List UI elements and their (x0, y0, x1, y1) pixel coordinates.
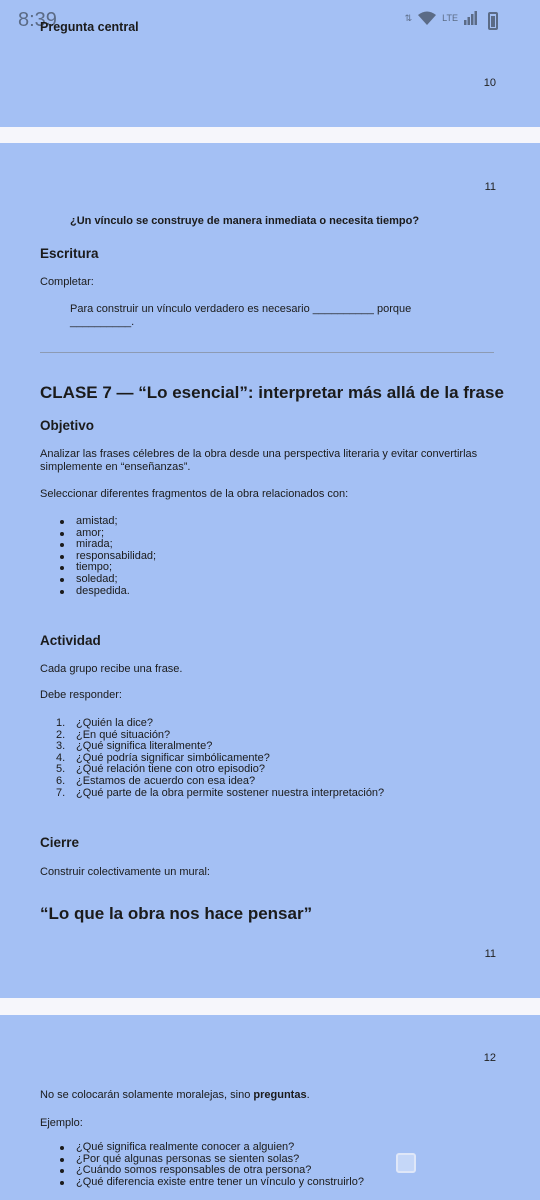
list-item: mirada; (76, 539, 156, 551)
page-number: 10 (483, 77, 496, 89)
network-type-label: LTE (442, 13, 458, 23)
list-item: ¿Qué significa realmente conocer a alguien? (76, 1142, 364, 1154)
list-item: amistad; (76, 516, 156, 528)
list-item: 5. ¿Qué relación tiene con otro episodio? (56, 763, 265, 776)
example-label: Ejemplo: (40, 1117, 83, 1129)
closing-text: Construir colectivamente un mural: (40, 866, 210, 878)
central-question: ¿Un vínculo se construye de manera inmediata o necesita tiempo? (70, 215, 420, 227)
page-number: 11 (484, 948, 496, 960)
activity-text: Cada grupo recibe una frase. (40, 663, 183, 675)
list-item: soledad; (76, 574, 156, 586)
list-item: responsabilidad; (76, 549, 157, 562)
select-text: Seleccionar diferentes fragmentos de la obra relacionados con: (40, 488, 349, 500)
page-gap (0, 127, 540, 143)
section-divider (40, 352, 494, 353)
status-time: 8:39 (18, 9, 57, 31)
battery-icon (488, 12, 498, 30)
list-item: tiempo; (76, 562, 156, 574)
list-item: 4. ¿Qué podría significar simbólicamente? (56, 751, 270, 764)
list-item: 1. ¿Quién la dice? (56, 717, 154, 729)
list-item: 7. ¿Qué parte de la obra permite sostener nuestra interpretación? (56, 786, 385, 799)
page-gap (0, 998, 540, 1015)
objective-heading: Objetivo (40, 418, 95, 433)
overview-button[interactable] (396, 1153, 416, 1173)
page-number: 11 (484, 181, 496, 193)
class-title: CLASE 7 — “Lo esencial”: interpretar más allá de la frase (40, 383, 504, 402)
topics-list (76, 516, 156, 597)
signal-icon (464, 11, 478, 25)
complete-label: Completar: (40, 276, 94, 288)
list-item: ¿Por qué algunas personas se sienten solas? (76, 1154, 364, 1166)
page-header-title: Pregunta central (40, 20, 139, 34)
activity-heading: Actividad (40, 633, 101, 648)
status-icons (405, 11, 500, 25)
mural-title: “Lo que la obra nos hace pensar” (40, 904, 313, 923)
closing-heading: Cierre (40, 835, 80, 850)
writing-heading: Escritura (40, 246, 99, 261)
data-arrows-icon: ⇅ (404, 13, 413, 23)
list-item: despedida. (76, 586, 156, 598)
page-number: 12 (483, 1052, 496, 1064)
list-item: ¿Cuándo somos responsables de otra persona? (76, 1165, 364, 1177)
complete-sentence-continuation: __________. (70, 316, 135, 328)
intro-text: No se colocarán solamente moralejas, sino preguntas. (40, 1089, 310, 1101)
questions-list (56, 717, 385, 799)
intro-emphasis: preguntas (253, 1089, 307, 1101)
respond-text: Debe responder: (40, 689, 122, 701)
list-item: 2. ¿En qué situación? (56, 728, 171, 741)
list-item: amor; (76, 528, 156, 540)
complete-sentence: Para construir un vínculo verdadero es necesario __________ porque (70, 303, 412, 315)
list-item: ¿Qué diferencia existe entre tener un vínculo y construirlo? (76, 1175, 364, 1188)
wifi-icon (418, 11, 436, 25)
examples-list (76, 1142, 364, 1188)
list-item: 3. ¿Qué significa literalmente? (56, 740, 213, 753)
objective-text: Analizar las frases célebres de la obra desde una perspectiva literaria y evitar convertirlas simplemente en “enseñanzas”. (40, 448, 478, 473)
list-item: 6. ¿Estamos de acuerdo con esa idea? (56, 774, 256, 787)
